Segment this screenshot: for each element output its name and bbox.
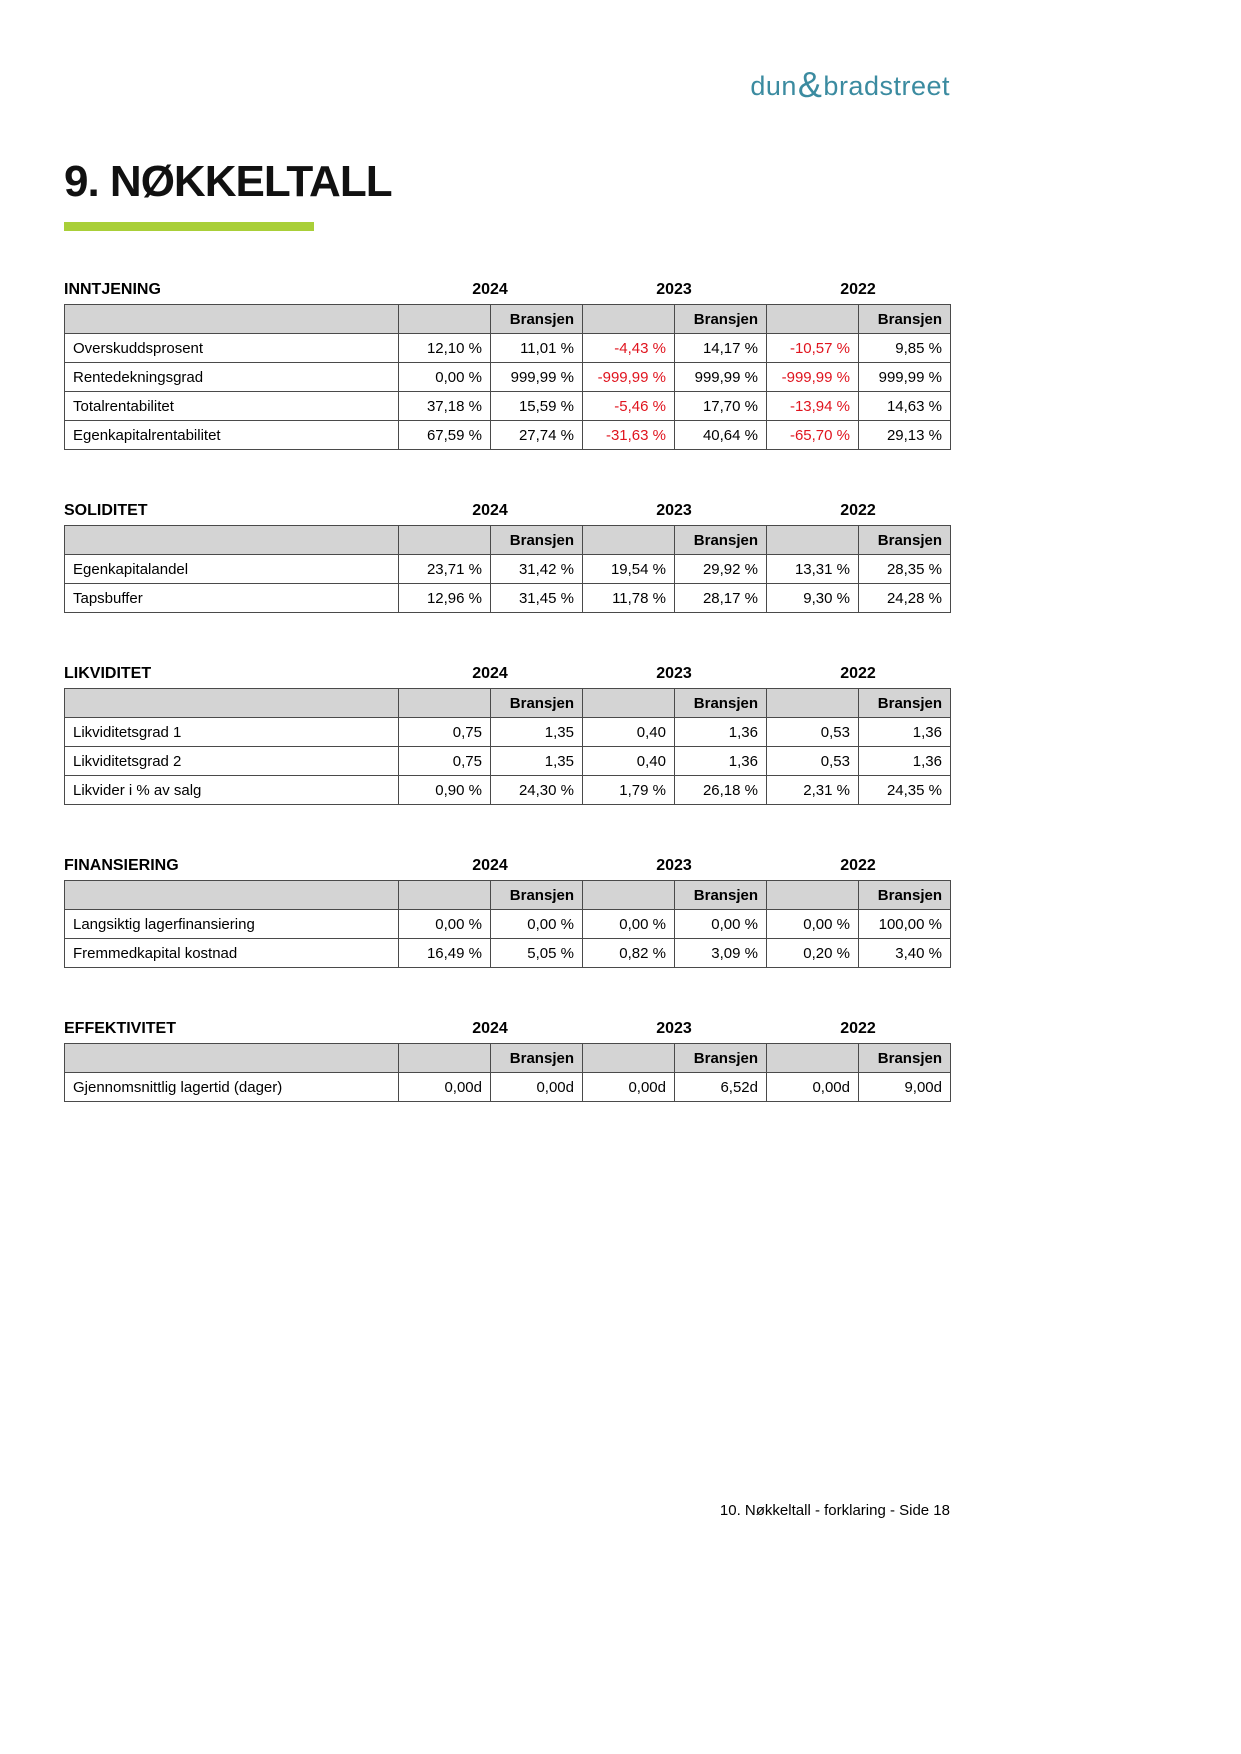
dun-bradstreet-logo bbox=[64, 64, 950, 105]
header-company-cell bbox=[583, 305, 675, 334]
year-label: 2023 bbox=[656, 281, 692, 298]
table-row bbox=[65, 776, 951, 805]
table-row bbox=[65, 421, 951, 450]
value-cell: 0,90 % bbox=[399, 776, 491, 805]
bransjen-header-cell: Bransjen bbox=[859, 305, 951, 334]
section-title: INNTJENING bbox=[64, 281, 161, 298]
header-company-cell bbox=[583, 881, 675, 910]
value-cell: 0,40 bbox=[583, 718, 675, 747]
logo-text-dun: dun bbox=[750, 71, 797, 101]
section-header bbox=[64, 857, 950, 875]
header-company-cell bbox=[583, 689, 675, 718]
value-cell: 1,36 bbox=[859, 718, 951, 747]
year-label: 2022 bbox=[840, 502, 876, 519]
section-header bbox=[64, 665, 950, 683]
logo-text-bradstreet: bradstreet bbox=[823, 71, 950, 101]
header-empty-cell bbox=[65, 526, 399, 555]
value-cell: 24,35 % bbox=[859, 776, 951, 805]
year-label: 2024 bbox=[472, 281, 508, 298]
year-label: 2024 bbox=[472, 1020, 508, 1037]
year-label: 2023 bbox=[656, 857, 692, 874]
row-label: Tapsbuffer bbox=[65, 584, 399, 613]
header-empty-cell bbox=[65, 881, 399, 910]
bransjen-header-cell: Bransjen bbox=[491, 689, 583, 718]
value-cell: 17,70 % bbox=[675, 392, 767, 421]
section-soliditet bbox=[64, 502, 950, 613]
value-cell: 9,30 % bbox=[767, 584, 859, 613]
value-cell: 1,36 bbox=[675, 718, 767, 747]
key-figures-table bbox=[64, 525, 951, 613]
value-cell: 16,49 % bbox=[399, 939, 491, 968]
section-effektivitet bbox=[64, 1020, 950, 1102]
header-company-cell bbox=[399, 526, 491, 555]
value-cell: 0,00d bbox=[583, 1073, 675, 1102]
row-label: Egenkapitalandel bbox=[65, 555, 399, 584]
value-cell: 13,31 % bbox=[767, 555, 859, 584]
year-label: 2023 bbox=[656, 1020, 692, 1037]
value-cell: 0,75 bbox=[399, 718, 491, 747]
value-cell: 37,18 % bbox=[399, 392, 491, 421]
header-company-cell bbox=[399, 689, 491, 718]
year-label: 2023 bbox=[656, 502, 692, 519]
value-cell: 0,00d bbox=[399, 1073, 491, 1102]
row-label: Rentedekningsgrad bbox=[65, 363, 399, 392]
table-row bbox=[65, 747, 951, 776]
row-label: Fremmedkapital kostnad bbox=[65, 939, 399, 968]
value-cell: 14,17 % bbox=[675, 334, 767, 363]
key-figures-table bbox=[64, 688, 951, 805]
table-header-row bbox=[65, 1044, 951, 1073]
header-company-cell bbox=[399, 305, 491, 334]
bransjen-header-cell: Bransjen bbox=[491, 526, 583, 555]
page-title: 9. NØKKELTALL bbox=[64, 157, 392, 206]
table-row bbox=[65, 718, 951, 747]
value-cell: 0,00d bbox=[491, 1073, 583, 1102]
value-cell: 11,01 % bbox=[491, 334, 583, 363]
bransjen-header-cell: Bransjen bbox=[491, 881, 583, 910]
table-row bbox=[65, 1073, 951, 1102]
value-cell: 0,00 % bbox=[399, 910, 491, 939]
key-figures-table bbox=[64, 1043, 951, 1102]
value-cell: 19,54 % bbox=[583, 555, 675, 584]
header-empty-cell bbox=[65, 1044, 399, 1073]
value-cell: 100,00 % bbox=[859, 910, 951, 939]
bransjen-header-cell: Bransjen bbox=[859, 1044, 951, 1073]
table-header-row bbox=[65, 526, 951, 555]
section-title: SOLIDITET bbox=[64, 502, 148, 519]
value-cell: 1,36 bbox=[675, 747, 767, 776]
value-cell: 999,99 % bbox=[859, 363, 951, 392]
year-label: 2022 bbox=[840, 665, 876, 682]
value-cell: -65,70 % bbox=[767, 421, 859, 450]
value-cell: 14,63 % bbox=[859, 392, 951, 421]
row-label: Likviditetsgrad 2 bbox=[65, 747, 399, 776]
section-title: LIKVIDITET bbox=[64, 665, 152, 682]
value-cell: 3,40 % bbox=[859, 939, 951, 968]
value-cell: 23,71 % bbox=[399, 555, 491, 584]
table-row bbox=[65, 334, 951, 363]
header-company-cell bbox=[583, 1044, 675, 1073]
section-finansiering bbox=[64, 857, 950, 968]
value-cell: 40,64 % bbox=[675, 421, 767, 450]
value-cell: 1,35 bbox=[491, 718, 583, 747]
value-cell: -999,99 % bbox=[767, 363, 859, 392]
bransjen-header-cell: Bransjen bbox=[675, 881, 767, 910]
section-header bbox=[64, 502, 950, 520]
title-accent-bar bbox=[64, 222, 314, 231]
year-label: 2022 bbox=[840, 857, 876, 874]
header-company-cell bbox=[767, 1044, 859, 1073]
section-inntjening bbox=[64, 281, 950, 450]
value-cell: 24,28 % bbox=[859, 584, 951, 613]
value-cell: 1,36 bbox=[859, 747, 951, 776]
value-cell: 2,31 % bbox=[767, 776, 859, 805]
value-cell: -4,43 % bbox=[583, 334, 675, 363]
value-cell: 0,00 % bbox=[675, 910, 767, 939]
section-likviditet bbox=[64, 665, 950, 805]
year-label: 2022 bbox=[840, 281, 876, 298]
value-cell: 27,74 % bbox=[491, 421, 583, 450]
key-figures-table bbox=[64, 304, 951, 450]
header-company-cell bbox=[767, 305, 859, 334]
value-cell: 1,79 % bbox=[583, 776, 675, 805]
value-cell: 5,05 % bbox=[491, 939, 583, 968]
table-header-row bbox=[65, 881, 951, 910]
table-row bbox=[65, 584, 951, 613]
value-cell: 67,59 % bbox=[399, 421, 491, 450]
bransjen-header-cell: Bransjen bbox=[859, 881, 951, 910]
value-cell: 1,35 bbox=[491, 747, 583, 776]
value-cell: -5,46 % bbox=[583, 392, 675, 421]
value-cell: 0,53 bbox=[767, 718, 859, 747]
value-cell: -999,99 % bbox=[583, 363, 675, 392]
section-title: FINANSIERING bbox=[64, 857, 179, 874]
row-label: Totalrentabilitet bbox=[65, 392, 399, 421]
value-cell: 29,13 % bbox=[859, 421, 951, 450]
value-cell: 11,78 % bbox=[583, 584, 675, 613]
row-label: Langsiktig lagerfinansiering bbox=[65, 910, 399, 939]
header-empty-cell bbox=[65, 305, 399, 334]
value-cell: 999,99 % bbox=[491, 363, 583, 392]
value-cell: 6,52d bbox=[675, 1073, 767, 1102]
value-cell: -13,94 % bbox=[767, 392, 859, 421]
bransjen-header-cell: Bransjen bbox=[675, 1044, 767, 1073]
value-cell: 0,00 % bbox=[767, 910, 859, 939]
table-row bbox=[65, 392, 951, 421]
table-header-row bbox=[65, 305, 951, 334]
value-cell: 0,20 % bbox=[767, 939, 859, 968]
table-row bbox=[65, 939, 951, 968]
header-company-cell bbox=[583, 526, 675, 555]
year-label: 2024 bbox=[472, 665, 508, 682]
value-cell: 0,82 % bbox=[583, 939, 675, 968]
value-cell: 0,00 % bbox=[583, 910, 675, 939]
table-header-row bbox=[65, 689, 951, 718]
tables-container bbox=[64, 281, 950, 1102]
year-label: 2022 bbox=[840, 1020, 876, 1037]
value-cell: 28,35 % bbox=[859, 555, 951, 584]
key-figures-table bbox=[64, 880, 951, 968]
year-label: 2023 bbox=[656, 665, 692, 682]
value-cell: 0,53 bbox=[767, 747, 859, 776]
bransjen-header-cell: Bransjen bbox=[859, 526, 951, 555]
value-cell: 999,99 % bbox=[675, 363, 767, 392]
page-content bbox=[64, 0, 950, 1102]
header-company-cell bbox=[767, 689, 859, 718]
value-cell: 31,42 % bbox=[491, 555, 583, 584]
value-cell: 31,45 % bbox=[491, 584, 583, 613]
value-cell: 12,10 % bbox=[399, 334, 491, 363]
header-company-cell bbox=[399, 881, 491, 910]
bransjen-header-cell: Bransjen bbox=[859, 689, 951, 718]
year-label: 2024 bbox=[472, 502, 508, 519]
section-header bbox=[64, 281, 950, 299]
value-cell: 0,00 % bbox=[491, 910, 583, 939]
value-cell: 26,18 % bbox=[675, 776, 767, 805]
row-label: Overskuddsprosent bbox=[65, 334, 399, 363]
value-cell: 0,00 % bbox=[399, 363, 491, 392]
value-cell: 3,09 % bbox=[675, 939, 767, 968]
value-cell: 12,96 % bbox=[399, 584, 491, 613]
year-label: 2024 bbox=[472, 857, 508, 874]
bransjen-header-cell: Bransjen bbox=[675, 305, 767, 334]
section-title: EFFEKTIVITET bbox=[64, 1020, 176, 1037]
page-footer: 10. Nøkkeltall - forklaring - Side 18 bbox=[719, 1502, 950, 1519]
header-empty-cell bbox=[65, 689, 399, 718]
row-label: Likvider i % av salg bbox=[65, 776, 399, 805]
row-label: Gjennomsnittlig lagertid (dager) bbox=[65, 1073, 399, 1102]
bransjen-header-cell: Bransjen bbox=[675, 689, 767, 718]
value-cell: -31,63 % bbox=[583, 421, 675, 450]
bransjen-header-cell: Bransjen bbox=[675, 526, 767, 555]
value-cell: 9,85 % bbox=[859, 334, 951, 363]
value-cell: 9,00d bbox=[859, 1073, 951, 1102]
value-cell: -10,57 % bbox=[767, 334, 859, 363]
value-cell: 0,75 bbox=[399, 747, 491, 776]
value-cell: 29,92 % bbox=[675, 555, 767, 584]
table-row bbox=[65, 910, 951, 939]
row-label: Likviditetsgrad 1 bbox=[65, 718, 399, 747]
value-cell: 0,40 bbox=[583, 747, 675, 776]
header-company-cell bbox=[399, 1044, 491, 1073]
row-label: Egenkapitalrentabilitet bbox=[65, 421, 399, 450]
bransjen-header-cell: Bransjen bbox=[491, 305, 583, 334]
bransjen-header-cell: Bransjen bbox=[491, 1044, 583, 1073]
header-company-cell bbox=[767, 881, 859, 910]
value-cell: 24,30 % bbox=[491, 776, 583, 805]
value-cell: 28,17 % bbox=[675, 584, 767, 613]
table-row bbox=[65, 555, 951, 584]
header-company-cell bbox=[767, 526, 859, 555]
section-header bbox=[64, 1020, 950, 1038]
value-cell: 15,59 % bbox=[491, 392, 583, 421]
value-cell: 0,00d bbox=[767, 1073, 859, 1102]
logo-ampersand-icon: & bbox=[797, 64, 823, 105]
table-row bbox=[65, 363, 951, 392]
